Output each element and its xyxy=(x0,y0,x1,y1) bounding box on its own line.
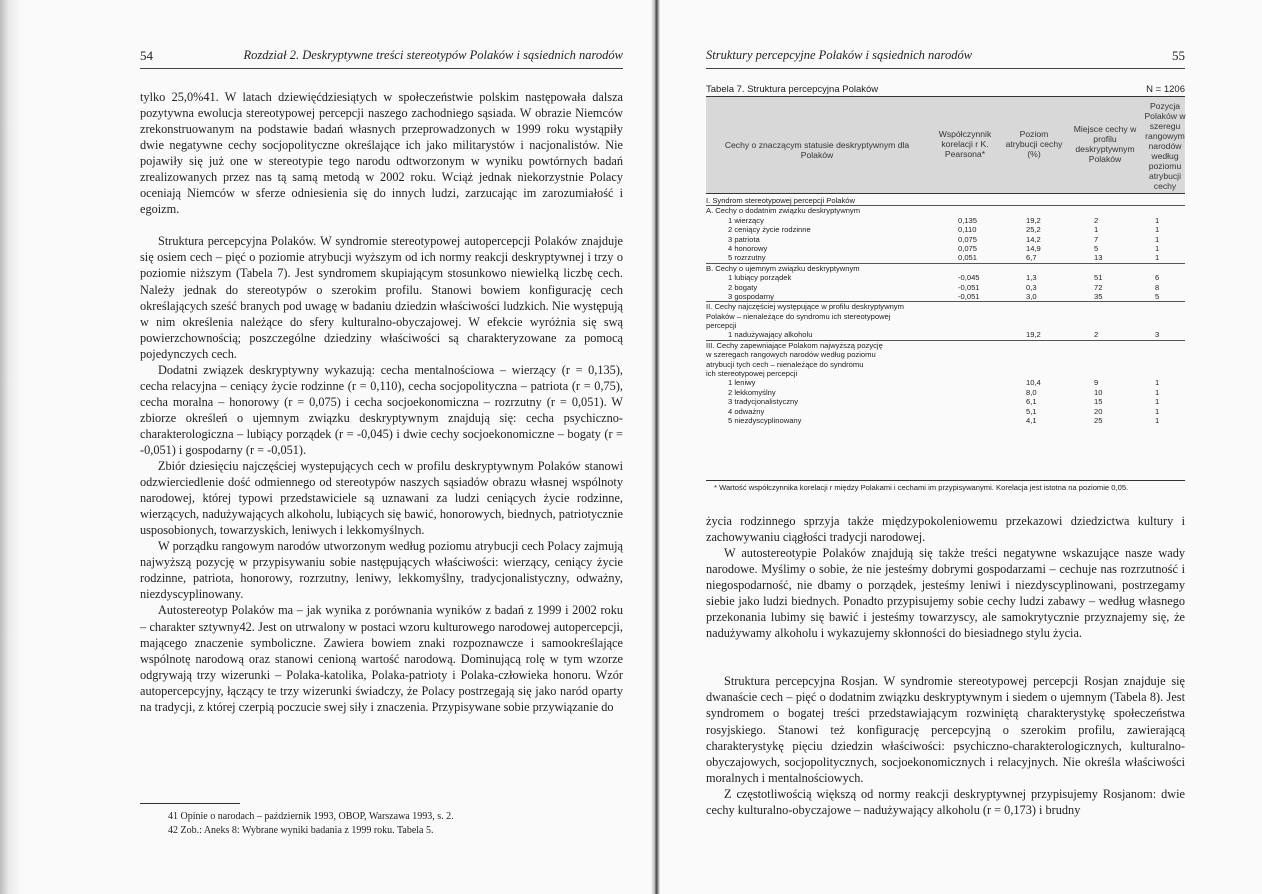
table-cell: 3 gospodarny xyxy=(728,291,775,301)
left-paragraph: W porządku rangowym narodów utworzonym według poziomu atrybucji cech Polacy zajmują najwyższą pozycję w przypisywaniu sobie następujących właściwości: wierzący, ceniący życie rodzinne, patriota, honorowy, rozrzutny, leniwy, lekkomyślny, tradycjonalistyczny, odważny, niezdyscyplinowany. xyxy=(140,539,623,602)
table-cell: 3 tradycjonalistyczny xyxy=(728,397,799,407)
table-cell: 4 honorowy xyxy=(728,243,768,253)
table-cell: 15 xyxy=(1094,397,1103,407)
table-cell: 1 leniwy xyxy=(728,378,756,388)
left-running-head: Rozdział 2. Deskryptywne treści stereotypów Polaków i sąsiednich narodów xyxy=(243,48,623,62)
footnote: 42 Zob.: Aneks 8: Wybrane wyniki badania z 1999 roku. Tabela 5. xyxy=(168,825,434,836)
table-caption: Tabela 7. Struktura percepcyjna Polaków xyxy=(706,84,879,95)
table-row xyxy=(706,225,1185,234)
table-cell: 10 xyxy=(1094,387,1103,397)
table-cell: 1 xyxy=(1155,234,1160,244)
table-cell: 25,2 xyxy=(1026,225,1041,235)
table-cell: 1 xyxy=(1155,225,1160,235)
right-running-head: Struktury percepcyjne Polaków i sąsiednich narodów xyxy=(706,48,973,62)
table-section-heading: atrybucji tych cech – nienależące do syndromu xyxy=(706,359,864,369)
table-cell: 0,051 xyxy=(958,253,978,263)
table-header-cell: Cechy o znaczącym statusie deskryptywnym dla Polaków xyxy=(724,140,910,160)
table-cell: 9 xyxy=(1094,378,1099,388)
table-cell: -0,045 xyxy=(958,273,980,283)
table-cell: 1 xyxy=(1155,387,1160,397)
table-cell: 1 xyxy=(1094,225,1099,235)
table-cell: 19,2 xyxy=(1026,215,1041,225)
table-cell: 10,4 xyxy=(1026,378,1041,388)
table-cell: 2 lekkomyślny xyxy=(728,387,776,397)
table-section-heading: I. Syndrom stereotypowej percepcji Polaków xyxy=(706,196,855,205)
table-cell: 2 ceniący życie rodzinne xyxy=(728,225,811,235)
table-cell: -0,051 xyxy=(958,282,980,292)
table-cell: 1 xyxy=(1155,378,1160,388)
table-section-heading: II. Cechy najczęściej występujące w profilu deskryptywnym xyxy=(706,302,904,312)
right-paragraph: życia rodzinnego sprzyja także międzypokoleniowemu przekazowi dziedzictwa kultury i zachowywaniu ciągłości tradycji narodowej. xyxy=(706,514,1185,545)
table-cell: 1 xyxy=(1155,215,1160,225)
right-page xyxy=(706,0,1185,894)
right-paragraph: Z częstotliwością większą od normy reakcji deskryptywnej przypisujemy Rosjanom: dwie cechy kulturalno-obyczajowe – nadużywający alkoholu (r = 0,173) i brudny xyxy=(706,786,1185,817)
table-cell: 6,1 xyxy=(1026,397,1037,407)
table-cell: 19,2 xyxy=(1026,330,1041,340)
table-row xyxy=(706,407,1185,416)
table-cell: 20 xyxy=(1094,406,1103,416)
table-cell: 1 nadużywający alkoholu xyxy=(728,330,813,340)
right-page-number: 55 xyxy=(1172,48,1185,63)
table-cell: 8 xyxy=(1155,282,1160,292)
right-paragraph: W autostereotypie Polaków znajdują się także treści negatywne wskazujące nasze wady narodowe. Myślimy o sobie, że nie jesteśmy dobrymi gospodarzami – cechuje nas rozrzutność i niegospodarność, nie dbamy o porządek, jesteśmy leniwi i niezdyscyplinowani, postrzegamy siebie jako ludzi biednych. Ponadto przypisujemy sobie cechy ludzi zabawy – według własnego przekonania lubimy się bawić i jesteśmy towarzyscy, ale samokrytycznie przyznajemy się, że nadużywamy alkoholu i wykazujemy skłonności do biesiadnego stylu życia. xyxy=(706,546,1185,641)
left-running-header xyxy=(140,48,623,66)
table-cell: 3 xyxy=(1155,330,1160,340)
table-cell: 2 xyxy=(1094,330,1099,340)
table-cell: 5,1 xyxy=(1026,406,1037,416)
table-row xyxy=(706,216,1185,225)
footnote-rule xyxy=(140,803,240,804)
scan-edge-left xyxy=(0,0,22,894)
table-row xyxy=(706,397,1185,406)
table-cell: 2 xyxy=(1094,215,1099,225)
right-header-rule xyxy=(706,68,1185,69)
table-header-cell: Miejsce cechy w profilu deskryptywnym Polaków xyxy=(1073,124,1137,164)
table-cell: 4,1 xyxy=(1026,415,1037,425)
table-cell: 0,075 xyxy=(958,234,978,244)
table-cell: 1 lubiący porządek xyxy=(728,273,792,283)
table-header-cell: Pozycja Polaków w szeregu rangowym narodów według poziomu atrybucji cechy xyxy=(1144,101,1186,191)
table-cell: 6,7 xyxy=(1026,253,1037,263)
table-cell: 1,3 xyxy=(1026,273,1037,283)
table-row xyxy=(706,330,1185,339)
table-section-heading: ich stereotypowej percepcji xyxy=(706,369,798,379)
table-section-heading: A. Cechy o dodatnim związku deskryptywnym xyxy=(706,206,861,216)
table-note: * Wartość współczynnika korelacji r między Polakami i cechami im przypisywanymi. Korelacja jest istotna na poziomie 0,05. xyxy=(706,480,1185,492)
table-cell: 6 xyxy=(1155,273,1160,283)
left-page-number: 54 xyxy=(140,48,153,63)
table-cell: 0,110 xyxy=(958,225,977,235)
table-row xyxy=(706,378,1185,387)
table-cell: 1 xyxy=(1155,397,1160,407)
table-cell: 0,3 xyxy=(1026,282,1037,292)
table-cell: 1 xyxy=(1155,415,1160,425)
table-row xyxy=(706,416,1185,425)
table-cell: 3 patriota xyxy=(728,234,760,244)
table-section-heading: Polaków – nienależące do syndromu ich stereotypowej xyxy=(706,311,891,321)
table-cell: 3,0 xyxy=(1026,291,1037,301)
left-paragraph: Autostereotyp Polaków ma – jak wynika z porównania wyników z badań z 1999 i 2002 roku – charakter sztywny42. Jest on utrwalony w postaci wzoru kulturowego narodowej autopercepcji, mającego znaczenie symboliczne. Zawiera bowiem znaki rozpoznawcze i samookreślające wspólnotę narodową oraz stanowi cenioną wartość narodową. Dominującą rolę w tym wzorze odgrywają trzy wizerunki – Polaka-katolika, Polaka-patrioty i Polaka-człowieka honoru. Wzór autopercepcyjny, łączący te trzy wizerunki świadczy, że Polacy postrzegają się jako naród oparty na tradycji, z której czerpią poczucie swej siły i znaczenia. Przypisywane sobie przywiązanie do xyxy=(140,603,623,714)
table-cell: -0,051 xyxy=(958,291,980,301)
left-page xyxy=(140,0,623,894)
left-paragraph: Dodatni związek deskryptywny wykazują: cecha mentalnościowa – wierzący (r = 0,135), cecha relacyjna – ceniący życie rodzinne (r = 0,110), cecha socjopolityczna – patriota (r = 0,75), cecha moralna – honorowy (r = 0,075) i cecha socjoekonomiczna – rozrzutny (r = 0,051). W zbiorze określeń o ujemnym związku deskryptywnym znajdują się: cecha psychiczno-charakterologiczna – lubiący porządek (r = -0,045) i dwie cechy socjoekonomiczne – bogaty (r = -0,051) i gospodarny (r = -0,051). xyxy=(140,362,623,457)
table-row xyxy=(706,273,1185,282)
left-paragraph: tylko 25,0%41. W latach dziewięćdziesiątych w społeczeństwie polskim następowała dalsza pozytywna ewolucja stereotypowej percepcji naszego zachodniego sąsiada. W obrazie Niemców zrekonstruowanym na podstawie badań własnych przeprowadzonych w 1999 roku wystąpiły dwie negatywne cechy socjopolityczne określające ich jako militarystów i nacjonalistów. Nie pojawiły się już one w stereotypie tego narodu odtworzonym w wyniku powtórnych badań zrealizowanych przez nas tą samą metodą w 2002 roku. Wciąż jednak niekorzystnie Polacy oceniają Niemców w sferze odniesienia się do innych ludzi, zarzucając im zarozumiałość i egoizm. xyxy=(140,90,623,217)
table-cell: 1 xyxy=(1155,243,1160,253)
left-paragraph: Zbiór dziesięciu najczęściej wystepujących cech w profilu deskryptywnym Polaków stanowi odzwierciedlenie dość odmiennego od stereotypów naszych sąsiadów obrazu własnej wspólnoty narodowej, której typowi przedstawiciele są uznawani za ludzi ceniących życie rodzinne, wierzących, nadużywających alkoholu, lubiących się bawić, honorowych, biednych, patriotycznie usposobionych, towarzyskich, leniwych i lekkomyślnych. xyxy=(140,459,623,538)
table-cell: 5 xyxy=(1094,243,1099,253)
table-cell: 4 odważny xyxy=(728,406,765,416)
right-paragraph: Struktura percepcyjna Rosjan. W syndromie stereotypowej percepcji Rosjan znajduje się dwanaście cech – pięć o dodatnim związku deskryptywnym i siedem o ujemnym (Tabela 8). Jest syndromem o bogatej treści przedstawiającym rozwiniętą charakterystykę społeczeństwa rosyjskiego. Stanowi też konfigurację percepcyjną o szerokim profilu, zawierającą charakterystykę pięciu dziedzin właściwości: psychiczno-charakterologicznych, kulturalno-obyczajowych, socjopolitycznych, socjoekonomicznych i relacyjnych. Nie określa właściwości moralnych i mentalnościowych. xyxy=(706,674,1185,785)
table-row xyxy=(706,388,1185,397)
table-cell: 0,075 xyxy=(958,243,978,253)
table-cell: 5 niezdyscyplinowany xyxy=(728,415,802,425)
table-cell: 25 xyxy=(1094,415,1103,425)
right-running-header xyxy=(706,48,1185,66)
table-cell: 1 xyxy=(1155,253,1160,263)
table-cell: 1 xyxy=(1155,406,1160,416)
table-cell: 14,9 xyxy=(1026,243,1041,253)
table-section-heading: w szeregach rangowych narodów według poziomu xyxy=(706,350,876,360)
table-row xyxy=(706,292,1185,301)
table-section-heading: percepcji xyxy=(706,321,737,331)
table-cell: 5 rozrzutny xyxy=(728,253,766,263)
left-body-text xyxy=(140,89,623,715)
table-body xyxy=(706,196,1185,425)
left-paragraph: Struktura percepcyjna Polaków. W syndromie stereotypowej autopercepcji Polaków znajduje się osiem cech – pięć o poziomie atrybucji wyższym od ich normy reakcji deskryptywnej i trzy o poziomie niższym (Tabela 7). Jest syndromem skupiającym stosunkowo niewielką liczbę cech. Należy jednak do stereotypów o szerokim profilu. Stanowi bowiem konfigurację cech określających sześć branych pod uwagę w badaniu dziedzin właściwości ludzkich. Nie występują w nim określenia należące do sfery kulturalno-obyczajowej. W efekcie wyróżnia się swą powierzchownością; poszczególne dziedziny właściwości są charakteryzowane za pomocą pojedynczych cech. xyxy=(140,234,623,361)
table-cell: 0,135 xyxy=(958,215,978,225)
table-header-cell: Współczynnik korelacji r K. Pearsona* xyxy=(938,129,992,159)
book-spine xyxy=(651,0,660,894)
table-row xyxy=(706,244,1185,253)
table-cell: 2 bogaty xyxy=(728,282,758,292)
table-sample-size: N = 1206 xyxy=(1146,84,1185,95)
left-header-rule xyxy=(140,68,623,69)
table-cell: 14,2 xyxy=(1026,234,1041,244)
table-cell: 7 xyxy=(1094,234,1099,244)
table-cell: 8,0 xyxy=(1026,387,1037,397)
table-cell: 1 wierzący xyxy=(728,215,764,225)
table-header xyxy=(706,96,1185,194)
table-section-heading: III. Cechy zapewniające Polakom najwyższą pozycję xyxy=(706,340,883,350)
table-header-cell: Poziom atrybucji cechy (%) xyxy=(1005,129,1063,159)
table-cell: 5 xyxy=(1155,291,1160,301)
table-cell: 35 xyxy=(1094,291,1103,301)
table-cell: 13 xyxy=(1094,253,1103,263)
table-row xyxy=(706,235,1185,244)
footnote: 41 Opinie o narodach – październik 1993, OBOP, Warszawa 1993, s. 2. xyxy=(168,811,454,822)
table-cell: 51 xyxy=(1094,273,1103,283)
table-row xyxy=(706,253,1185,262)
table-row xyxy=(706,283,1185,292)
table-section-heading: B. Cechy o ujemnym związku deskryptywnym xyxy=(706,263,860,273)
right-body-text xyxy=(706,513,1185,818)
table-cell: 72 xyxy=(1094,282,1103,292)
